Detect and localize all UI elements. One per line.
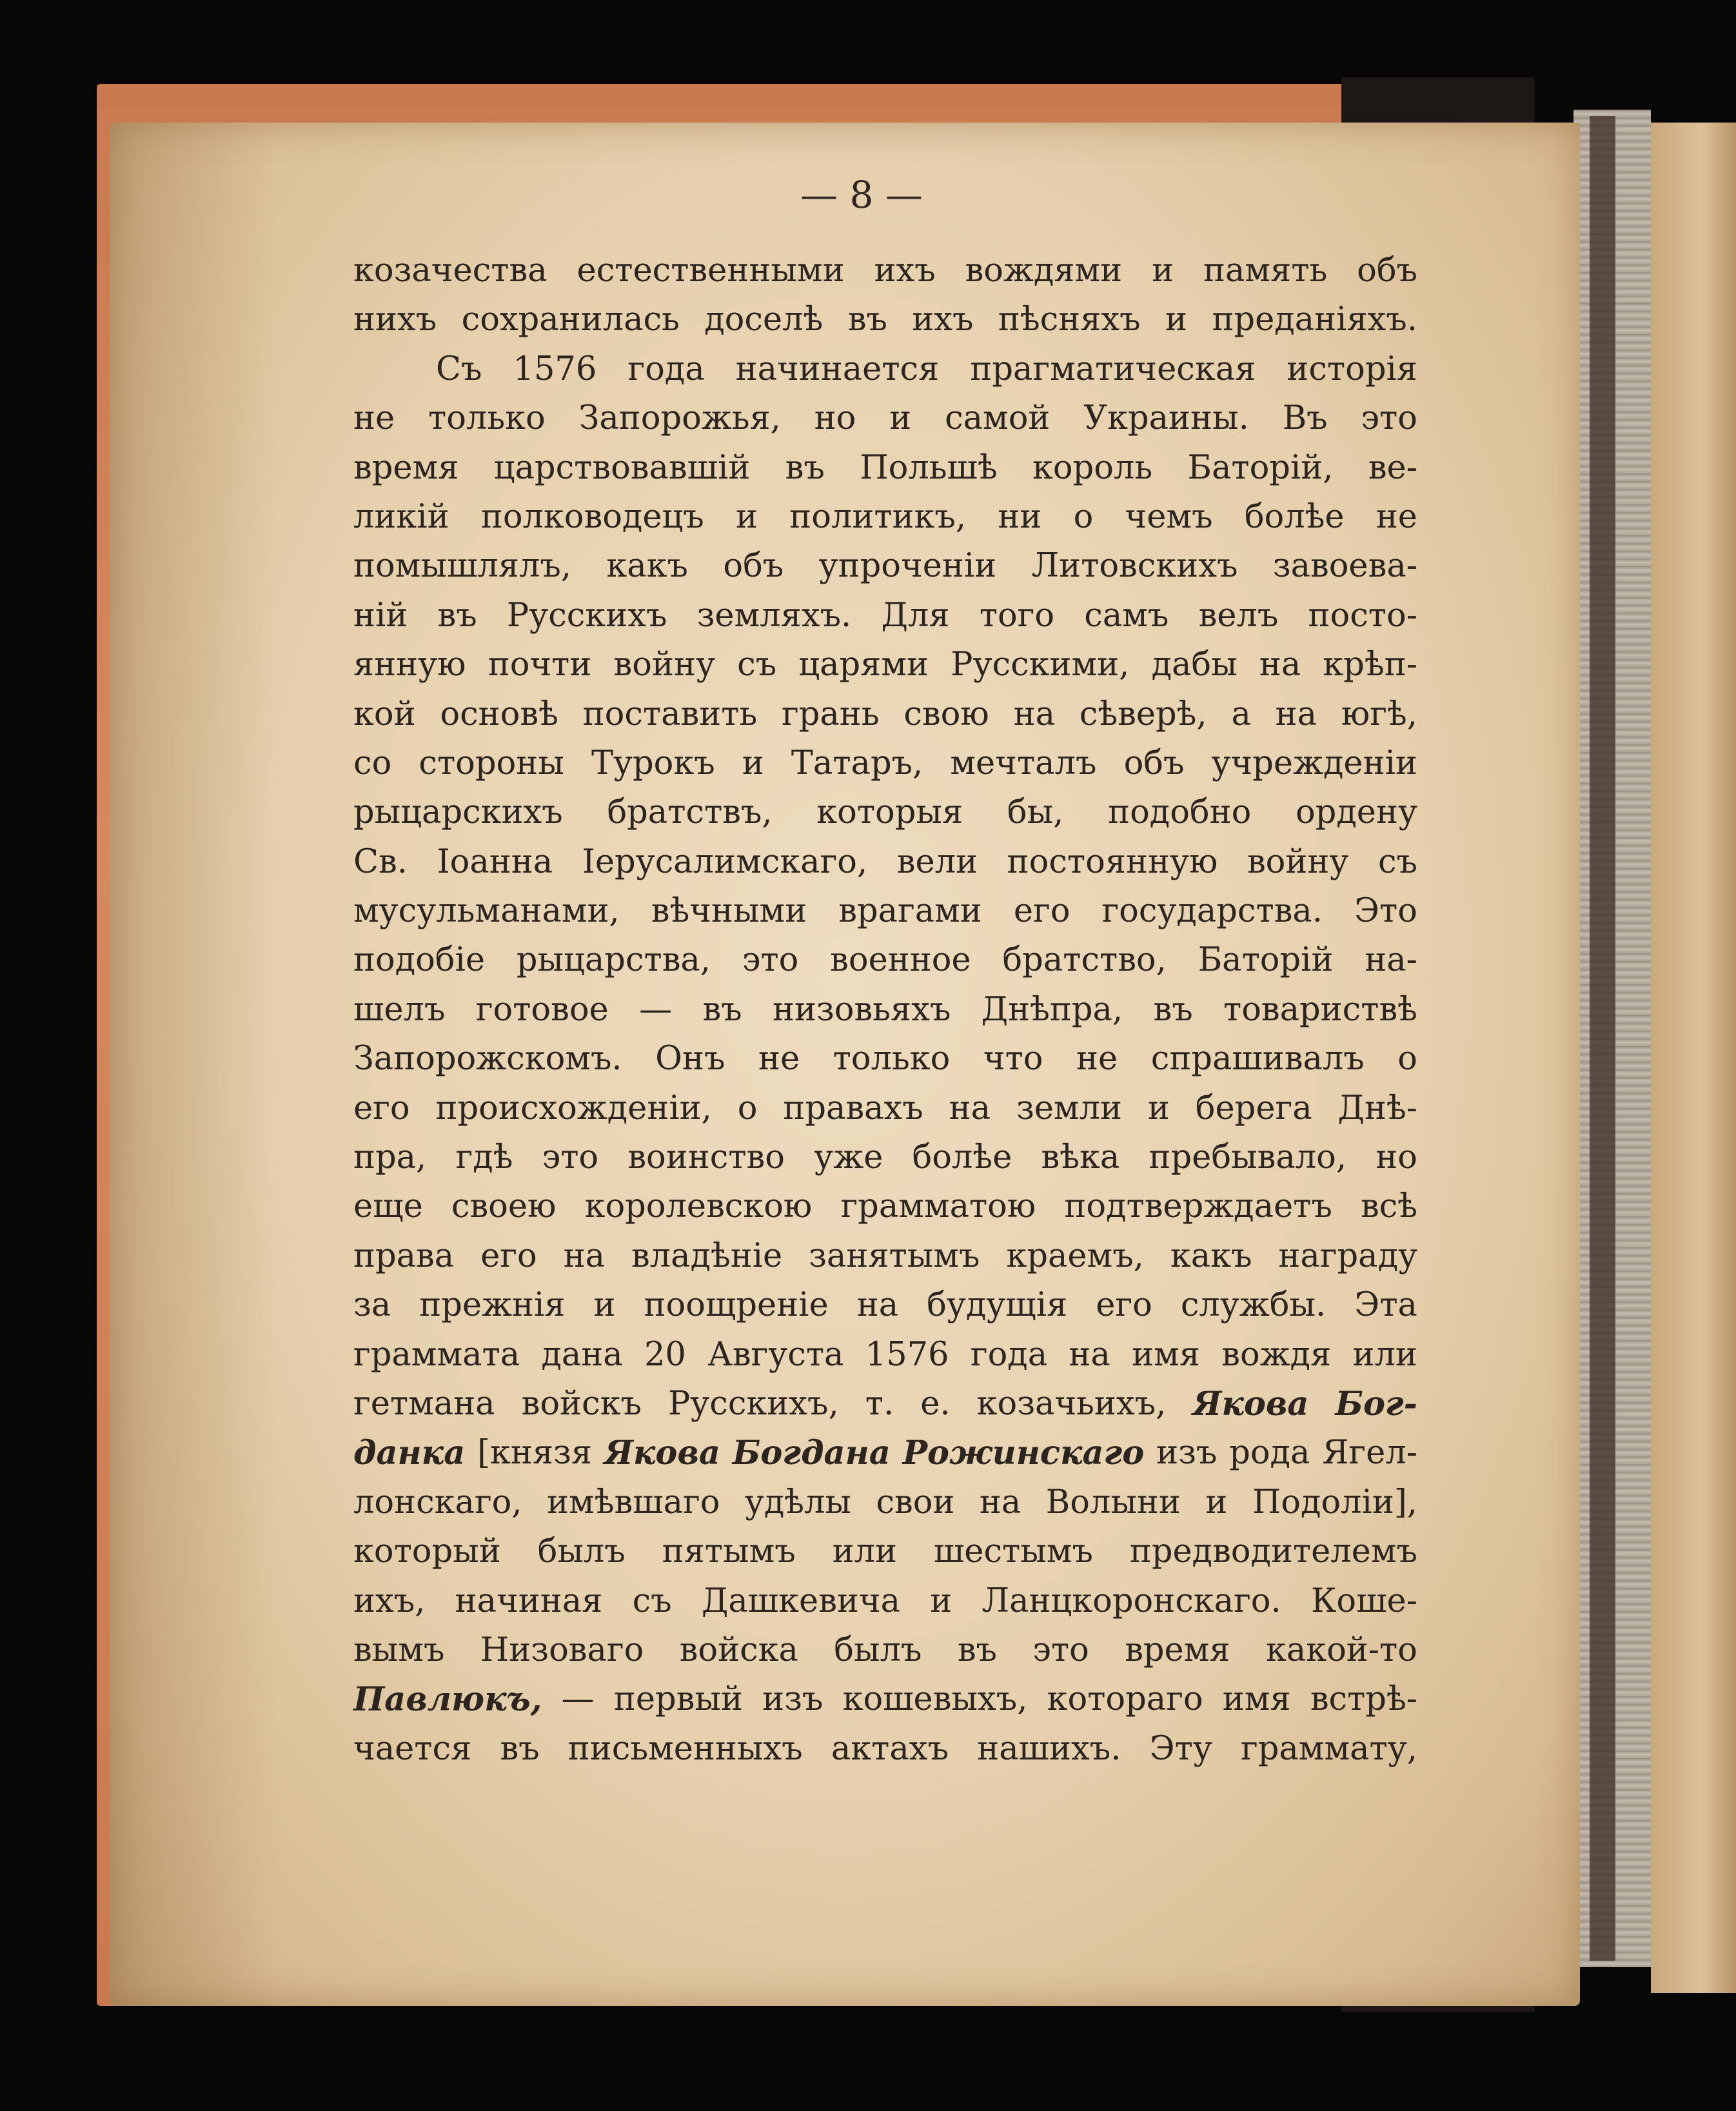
- text-line: [353, 1133, 1417, 1182]
- word: Днѣ-: [1337, 1089, 1417, 1127]
- word: вѣчными: [651, 892, 807, 931]
- word: его: [1096, 1286, 1152, 1325]
- word: Низоваго: [480, 1630, 644, 1669]
- word: пра,: [353, 1138, 427, 1177]
- word: грамматою: [840, 1187, 1036, 1226]
- word: готовое: [475, 990, 609, 1029]
- word: кой: [353, 695, 416, 733]
- word: нашихъ.: [977, 1729, 1121, 1768]
- word: въ: [957, 1630, 997, 1669]
- text-line: [353, 1478, 1417, 1527]
- word: того: [979, 596, 1055, 635]
- text-line: [353, 1675, 1417, 1724]
- word: помышлялъ,: [353, 547, 571, 586]
- word: болѣе: [912, 1138, 1012, 1177]
- emphasized-word: Якова: [604, 1434, 720, 1473]
- word: грань: [782, 695, 880, 733]
- word: происхожденіи,: [435, 1089, 712, 1127]
- word: права: [353, 1236, 455, 1275]
- word: Запорожья,: [578, 399, 781, 438]
- word: года: [627, 350, 705, 388]
- word: года: [970, 1335, 1048, 1374]
- word: Баторій,: [1187, 448, 1334, 487]
- word: Литовскихъ: [1031, 547, 1238, 586]
- word: завоева-: [1272, 547, 1417, 586]
- text-line: [353, 1331, 1417, 1380]
- word: на: [1069, 1335, 1110, 1374]
- word: основѣ: [440, 695, 558, 733]
- word: его: [353, 1089, 410, 1127]
- word: вождя: [1221, 1335, 1332, 1374]
- word: въ: [847, 301, 887, 339]
- word: изъ: [762, 1680, 824, 1719]
- text-line: [353, 838, 1417, 887]
- page-wear-left: [110, 123, 277, 2006]
- word: какъ: [1170, 1236, 1252, 1275]
- word: будущія: [927, 1286, 1068, 1325]
- text-line: [353, 493, 1417, 542]
- word: начинается: [735, 350, 940, 388]
- word: политикъ,: [789, 497, 967, 536]
- word: котораго: [1047, 1680, 1203, 1719]
- word: упроченіи: [818, 547, 997, 586]
- word: объ: [723, 547, 784, 586]
- word: учрежденіи: [1211, 744, 1417, 782]
- word: имя: [1222, 1680, 1291, 1719]
- text-line: [353, 788, 1417, 837]
- word: Онъ: [655, 1040, 725, 1078]
- word: Турокъ: [591, 744, 715, 782]
- word: земляхъ.: [696, 596, 852, 635]
- word: преданіяхъ.: [1212, 301, 1417, 339]
- word: который: [353, 1532, 501, 1571]
- word: гдѣ: [455, 1138, 513, 1177]
- word: естественными: [577, 252, 845, 290]
- word: Татаръ,: [791, 744, 923, 782]
- word: нихъ: [353, 301, 437, 339]
- word: товариствѣ: [1223, 990, 1417, 1029]
- word: самой: [945, 399, 1050, 438]
- word: которыя: [816, 793, 963, 832]
- word: подобно: [1108, 793, 1252, 832]
- word: Запорожскомъ.: [353, 1040, 622, 1078]
- text-line: [353, 591, 1417, 640]
- word: изъ: [1156, 1434, 1218, 1472]
- word: царствовавшій: [493, 448, 751, 487]
- facing-page-edge: [1651, 123, 1736, 1993]
- word: —: [639, 990, 673, 1029]
- word: Днѣпра,: [981, 990, 1123, 1029]
- word: въ: [437, 596, 477, 635]
- word: граммату,: [1241, 1729, 1417, 1768]
- word: ордену: [1296, 793, 1417, 832]
- text-line: [353, 1182, 1417, 1231]
- word: Волыни: [1045, 1483, 1181, 1521]
- word: не: [1076, 1040, 1118, 1078]
- word: въ: [785, 448, 825, 487]
- word: Дашкевича: [701, 1581, 901, 1620]
- word: Для: [881, 596, 950, 635]
- word: крѣп-: [1323, 646, 1417, 684]
- word: мечталъ: [950, 744, 1097, 782]
- word: ихъ: [912, 301, 974, 339]
- word: е.: [920, 1384, 951, 1423]
- word: полководецъ: [480, 497, 704, 536]
- text-line: [353, 1725, 1417, 1774]
- word: а: [1231, 695, 1251, 733]
- text-line: [353, 542, 1417, 591]
- page-number: — 8 —: [800, 173, 923, 217]
- word: съ: [632, 1581, 672, 1620]
- word: и: [742, 744, 764, 782]
- word: берега: [1195, 1089, 1312, 1127]
- word: и: [930, 1581, 952, 1620]
- word: —: [561, 1680, 595, 1719]
- word: стороны: [419, 744, 564, 782]
- word: и: [1165, 301, 1188, 339]
- text-line: [353, 345, 1417, 394]
- word: это: [1361, 399, 1417, 438]
- word: чемъ: [1125, 497, 1213, 536]
- word: посто-: [1308, 596, 1417, 635]
- word: предводителемъ: [1129, 1532, 1417, 1571]
- word: Русскихъ,: [667, 1384, 839, 1423]
- word: былъ: [834, 1630, 922, 1669]
- word: войскъ: [521, 1384, 642, 1423]
- word: бы,: [1007, 793, 1064, 832]
- word: или: [1352, 1335, 1417, 1374]
- word: Польшѣ: [860, 448, 998, 487]
- word: государства.: [1101, 892, 1323, 931]
- text-line: [353, 444, 1417, 493]
- word: на: [856, 1286, 899, 1325]
- word: рыцарства,: [516, 941, 711, 980]
- word: Украины.: [1083, 399, 1249, 438]
- word: братство,: [1002, 941, 1167, 980]
- text-line: [353, 1232, 1417, 1281]
- emphasized-word: Якова: [1192, 1384, 1309, 1423]
- word: имя: [1132, 1335, 1200, 1374]
- word: владѣніе: [631, 1236, 783, 1275]
- word: на: [1275, 695, 1317, 733]
- text-line: [353, 394, 1417, 443]
- word: Въ: [1282, 399, 1328, 438]
- word: на-: [1365, 941, 1417, 980]
- word: братствъ,: [607, 793, 773, 832]
- word: со: [353, 744, 392, 782]
- word: воинство: [627, 1138, 785, 1177]
- word: Это: [1354, 892, 1417, 931]
- word: не: [758, 1040, 800, 1078]
- word: кошевыхъ,: [842, 1680, 1028, 1719]
- text-line: [353, 1035, 1417, 1084]
- word: спрашивалъ: [1150, 1040, 1365, 1078]
- word: только: [833, 1040, 951, 1078]
- word: не: [353, 399, 395, 438]
- word: чается: [353, 1729, 472, 1768]
- word: дабы: [1151, 646, 1238, 684]
- word: это: [1032, 1630, 1089, 1669]
- text-line: [353, 1084, 1417, 1133]
- word: ни: [998, 497, 1042, 536]
- word: съ: [737, 646, 777, 684]
- word: земли: [1016, 1089, 1122, 1127]
- word: и: [736, 497, 758, 536]
- emphasized-word: Бог-: [1335, 1384, 1417, 1423]
- word: Коше-: [1310, 1581, 1417, 1620]
- word: имѣвшаго: [547, 1483, 720, 1521]
- word: Русскихъ: [506, 596, 667, 635]
- word: дана: [541, 1335, 623, 1374]
- word: и: [1147, 1089, 1170, 1127]
- word: гетмана: [353, 1384, 495, 1423]
- word: Русскими,: [951, 646, 1130, 684]
- word: правахъ: [783, 1089, 923, 1127]
- word: о: [1073, 497, 1094, 536]
- text-line: [353, 246, 1417, 295]
- word: королевскою: [584, 1187, 813, 1226]
- word: всѣ: [1360, 1187, 1417, 1226]
- text-line: [353, 640, 1417, 689]
- word: пребывало,: [1149, 1138, 1347, 1177]
- word: въ: [500, 1729, 540, 1768]
- word: лонскаго,: [353, 1483, 522, 1521]
- emphasized-word: Богдана: [732, 1434, 891, 1473]
- word: Эту: [1149, 1729, 1212, 1768]
- word: время: [353, 448, 459, 487]
- word: и: [593, 1286, 616, 1325]
- word: время: [1125, 1630, 1230, 1669]
- word: [князя: [477, 1434, 593, 1472]
- word: царями: [798, 646, 929, 684]
- word: какой-то: [1265, 1630, 1417, 1669]
- word: низовьяхъ: [772, 990, 951, 1029]
- word: вѣка: [1041, 1138, 1120, 1177]
- word: прежнія: [419, 1286, 566, 1325]
- word: мусульманами,: [353, 892, 620, 931]
- word: встрѣ-: [1310, 1680, 1417, 1719]
- word: свою: [903, 695, 989, 733]
- word: войну: [613, 646, 715, 684]
- word: ній: [353, 596, 408, 635]
- body-text: [353, 246, 1417, 1774]
- word: начиная: [455, 1581, 603, 1620]
- word: рода: [1229, 1434, 1310, 1472]
- text-line: [353, 1380, 1417, 1429]
- word: занятымъ: [809, 1236, 980, 1275]
- word: съ: [1377, 842, 1417, 881]
- word: Іерусалимскаго,: [582, 842, 868, 881]
- word: на: [979, 1483, 1021, 1521]
- word: на: [563, 1236, 606, 1275]
- word: службы.: [1180, 1286, 1327, 1325]
- word: велъ: [1198, 596, 1279, 635]
- word: вождями: [965, 252, 1123, 290]
- word: память: [1203, 252, 1328, 290]
- word: граммата: [353, 1335, 520, 1374]
- text-line: [353, 986, 1417, 1035]
- word: прагматическая: [970, 350, 1256, 388]
- word: рыцарскихъ: [353, 793, 563, 832]
- word: но: [1376, 1138, 1417, 1177]
- word: постоянную: [1007, 842, 1218, 881]
- word: Августа: [707, 1335, 844, 1374]
- word: въ: [702, 990, 742, 1029]
- word: самъ: [1084, 596, 1169, 635]
- word: былъ: [537, 1532, 626, 1571]
- emphasized-word: Павлюкъ,: [353, 1680, 542, 1720]
- word: поощреніе: [644, 1286, 829, 1325]
- word: письменныхъ: [567, 1729, 803, 1768]
- word: козачества: [353, 252, 547, 290]
- word: шелъ: [353, 990, 446, 1029]
- word: Баторій: [1198, 941, 1334, 980]
- word: и: [889, 399, 912, 438]
- word: Іоанна: [437, 842, 553, 881]
- word: поставить: [582, 695, 758, 733]
- word: какъ: [606, 547, 688, 586]
- word: объ: [1357, 252, 1417, 290]
- word: 20: [644, 1335, 686, 1374]
- word: янную: [353, 646, 466, 684]
- word: пѣсняхъ: [998, 301, 1141, 339]
- text-line: [353, 936, 1417, 985]
- binding-shadow: [1590, 116, 1615, 1961]
- word: Ягел-: [1322, 1434, 1417, 1472]
- word: ве-: [1368, 448, 1417, 487]
- word: Ланцкоронскаго.: [981, 1581, 1281, 1620]
- word: болѣе: [1244, 497, 1345, 536]
- word: подтверждаетъ: [1064, 1187, 1332, 1226]
- word: объ: [1123, 744, 1185, 782]
- text-line: [353, 1281, 1417, 1330]
- emphasized-word: Рожинскаго: [902, 1434, 1145, 1473]
- text-line: [353, 690, 1417, 739]
- word: уже: [814, 1138, 883, 1177]
- word: ихъ: [874, 252, 936, 290]
- word: Подоліи],: [1252, 1483, 1417, 1521]
- word: на: [949, 1089, 991, 1127]
- word: ликій: [353, 497, 449, 536]
- word: подобіе: [353, 941, 485, 980]
- text-line: [353, 739, 1417, 788]
- word: вели: [896, 842, 978, 881]
- word: 1576: [865, 1335, 949, 1374]
- word: краемъ,: [1006, 1236, 1144, 1275]
- word: сѣверѣ,: [1079, 695, 1207, 733]
- text-line: [353, 1429, 1417, 1478]
- word: исторія: [1287, 350, 1417, 388]
- text-line: [353, 1577, 1417, 1626]
- word: король: [1032, 448, 1153, 487]
- word: сохранилась: [461, 301, 680, 339]
- word: на: [1013, 695, 1055, 733]
- word: удѣлы: [744, 1483, 852, 1521]
- word: пятымъ: [662, 1532, 796, 1571]
- word: или: [832, 1532, 897, 1571]
- emphasized-word: данка: [353, 1434, 466, 1473]
- word: козачьихъ,: [976, 1384, 1167, 1423]
- word: ихъ,: [353, 1581, 426, 1620]
- word: это: [542, 1138, 599, 1177]
- word: доселѣ: [704, 301, 824, 339]
- word: его: [480, 1236, 537, 1275]
- word: на: [1259, 646, 1301, 684]
- word: своею: [451, 1187, 557, 1226]
- word: и: [1152, 252, 1174, 290]
- word: только: [428, 399, 546, 438]
- word: шестымъ: [933, 1532, 1093, 1571]
- word: почти: [488, 646, 592, 684]
- word: награду: [1278, 1236, 1417, 1275]
- word: о: [1397, 1040, 1417, 1078]
- word: не: [1376, 497, 1417, 536]
- word: военное: [830, 941, 971, 980]
- text-line: [353, 1626, 1417, 1675]
- word: его: [1013, 892, 1070, 931]
- word: еще: [353, 1187, 423, 1226]
- word: но: [814, 399, 856, 438]
- word: войска: [679, 1630, 798, 1669]
- word: о: [737, 1089, 758, 1127]
- text-line: [353, 295, 1417, 344]
- text-line: [353, 1527, 1417, 1576]
- word: за: [353, 1286, 391, 1325]
- word: Св.: [353, 842, 408, 881]
- word: въ: [1153, 990, 1193, 1029]
- word: врагами: [838, 892, 982, 931]
- word: вымъ: [353, 1630, 445, 1669]
- word: что: [983, 1040, 1043, 1078]
- word: это: [742, 941, 799, 980]
- word: свои: [876, 1483, 955, 1521]
- word: и: [1205, 1483, 1228, 1521]
- word: 1576: [513, 350, 597, 388]
- word: т.: [865, 1384, 894, 1423]
- word: Съ: [436, 350, 482, 388]
- word: югѣ,: [1341, 695, 1417, 733]
- word: актахъ: [831, 1729, 949, 1768]
- word: Эта: [1354, 1286, 1417, 1325]
- text-line: [353, 887, 1417, 936]
- word: первый: [613, 1680, 743, 1719]
- word: войну: [1247, 842, 1349, 881]
